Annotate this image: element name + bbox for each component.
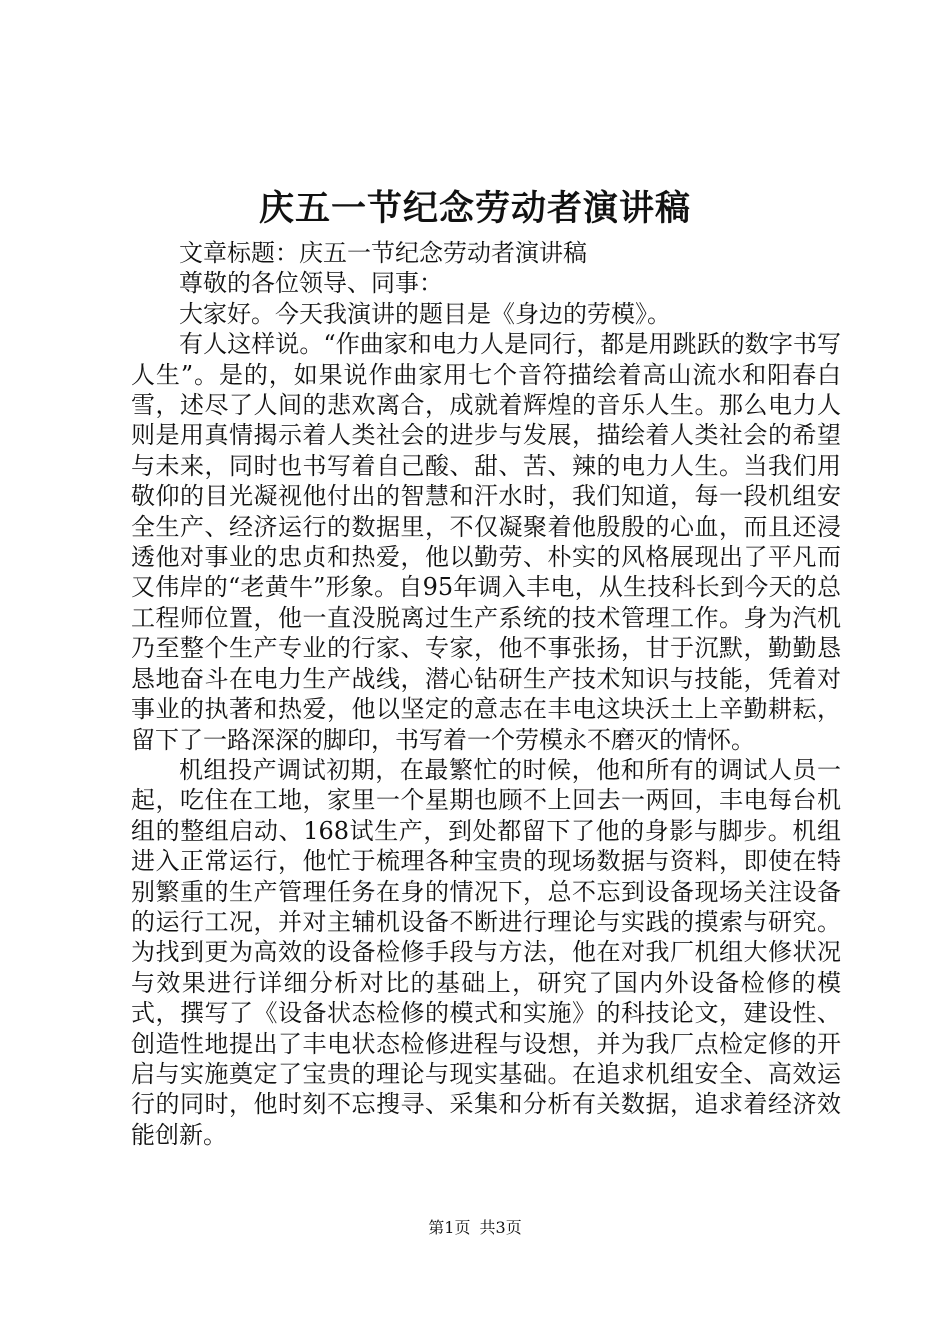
document-title: 庆五一节纪念劳动者演讲稿 [258, 188, 691, 229]
page-footer [0, 1218, 950, 1238]
body-paragraph: 机组投产调试初期，在最繁忙的时候，他和所有的调试人员一起，吃住在工地，家里一个星期也顾不上回去一两回，丰电每台机组的整组启动、168试生产，到处都留下了他的身影与脚步。机组进入正常运行，他忙于梳理各种宝贵的现场数据与资料，即使在特别繁重的生产管理任务在身的情况下，总不忘到设备现场关注设备的运行工况，并对主辅机设备不断进行理论与实践的摸索与研究。为找到更为高效的设备检修手段与方法，他在对我厂机组大修状况与效果进行详细分析对比的基础上，研究了国内外设备检修的模式，撰写了《设备状态检修的模式和实施》的科技论文，建设性、创造性地提出了丰电状态检修进程与设想，并为我厂点检定修的开启与实施奠定了宝贵的理论与现实基础。在追求机组安全、高效运行的同时，他时刻不忘搜寻、采集和分析有关数据，追求着经济效能创新。 [131, 755, 841, 1149]
body-paragraph: 有人这样说。“作曲家和电力人是同行，都是用跳跃的数字书写人生”。是的，如果说作曲家用七个音符描绘着高山流水和阳春白雪，述尽了人间的悲欢离合，成就着辉煌的音乐人生。那么电力人则是用真情揭示着人类社会的进步与发展，描绘着人类社会的希望与未来，同时也书写着自己酸、甜、苦、辣的电力人生。当我们用敬仰的目光凝视他付出的智慧和汗水时，我们知道，每一段机组安全生产、经济运行的数据里，不仅凝聚着他殷殷的心血，而且还浸透他对事业的忠贞和热爱，他以勤劳、朴实的风格展现出了平凡而又伟岸的“老黄牛”形象。自95年调入丰电，从生技科长到今天的总工程师位置，他一直没脱离过生产系统的技术管理工作。身为汽机乃至整个生产专业的行家、专家，他不事张扬，甘于沉默，勤勤恳恳地奋斗在电力生产战线，潜心钻研生产技术知识与技能，凭着对事业的执著和热爱，他以坚定的意志在丰电这块沃土上辛勤耕耘，留下了一路深深的脚印，书写着一个劳模永不磨灭的情怀。 [131, 330, 841, 754]
salutation: 尊敬的各位领导、同事： [179, 269, 443, 298]
article-title-line: 文章标题：庆五一节纪念劳动者演讲稿 [179, 239, 587, 267]
document-body [131, 238, 841, 1150]
page-number: 第1页 [428, 1218, 471, 1237]
page-total: 共3页 [479, 1218, 522, 1237]
greeting-line: 大家好。今天我演讲的题目是《身边的劳模》。 [179, 299, 671, 328]
